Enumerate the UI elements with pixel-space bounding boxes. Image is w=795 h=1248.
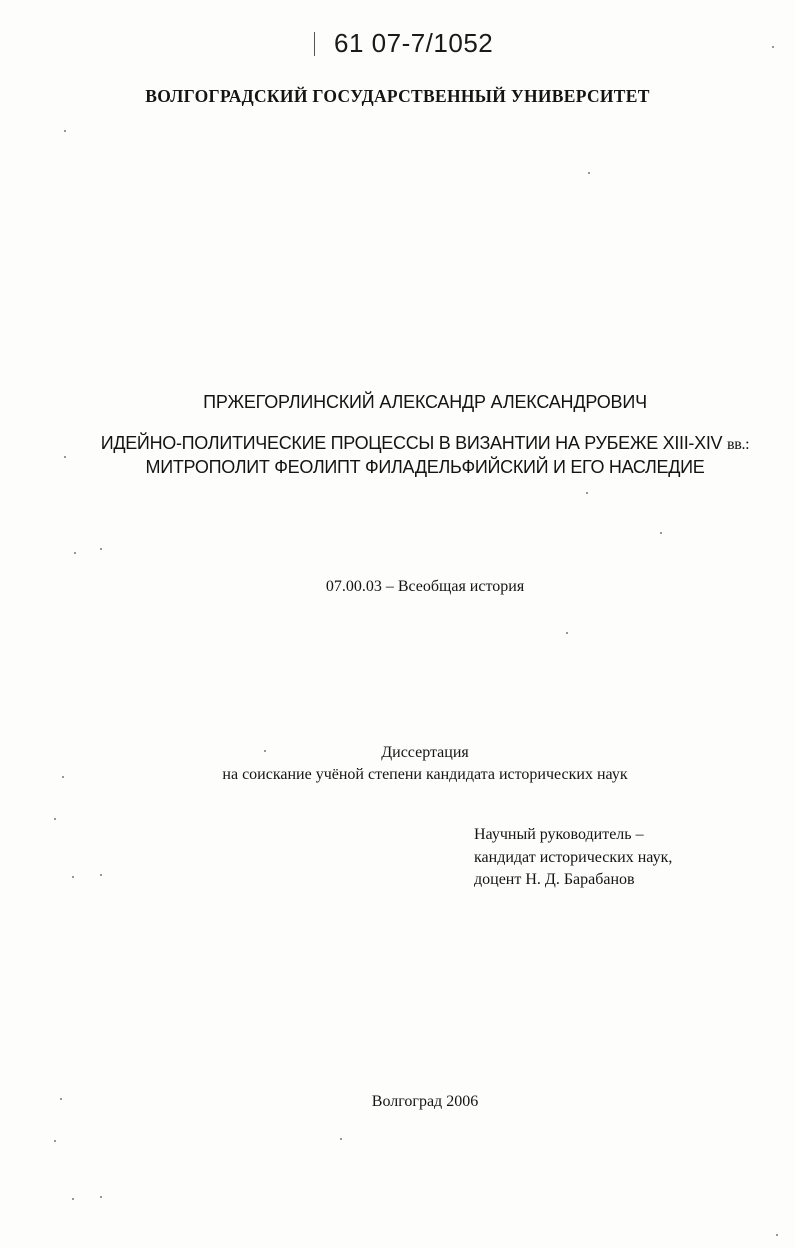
city-year: Волгоград 2006 [371,1093,479,1110]
scan-speck [54,818,56,820]
supervisor-role: Научный руководитель – [474,826,644,843]
title-line-1 [0,432,795,456]
author-name: ПРЖЕГОРЛИНСКИЙ АЛЕКСАНДР АЛЕКСАНДРОВИЧ [203,392,647,412]
scan-speck [62,776,64,778]
university-name: ВОЛГОГРАДСКИЙ ГОСУДАРСТВЕННЫЙ УНИВЕРСИТЕТ [145,86,650,106]
scan-speck [60,1098,62,1100]
title-line-2: МИТРОПОЛИТ ФЕОЛИПТ ФИЛАДЕЛЬФИЙСКИЙ И ЕГО НАСЛЕДИЕ [145,457,705,477]
degree-statement: на соискание учёной степени кандидата исторических наук [222,766,628,783]
supervisor-block [474,824,672,892]
scan-speck [566,632,568,634]
dissertation-title [0,432,795,479]
title-line-1-text: ИДЕЙНО-ПОЛИТИЧЕСКИЕ ПРОЦЕССЫ В ВИЗАНТИИ НА РУБЕЖЕ XIII-XIV [100,433,723,453]
specialty-code: 07.00.03 – Всеобщая история [325,578,525,595]
scan-speck [100,1196,102,1198]
scan-speck [72,1198,74,1200]
supervisor-name: доцент Н. Д. Барабанов [474,871,635,888]
title-line-1-suffix: вв.: [726,436,750,453]
scan-speck [264,750,266,752]
scan-speck [340,1138,342,1140]
scan-speck [54,1140,56,1142]
scan-speck [776,1234,778,1236]
scan-speck [64,130,66,132]
scan-speck [100,548,102,550]
dissertation-type [0,742,795,786]
scan-speck [772,46,774,48]
stamp-divider [314,32,315,56]
dissertation-label: Диссертация [381,744,469,761]
scan-speck [74,552,76,554]
scan-speck [588,172,590,174]
scan-speck [72,876,74,878]
scan-speck [100,874,102,876]
scan-speck [586,492,588,494]
scan-speck [64,456,66,458]
scan-speck [660,532,662,534]
library-stamp-number: 61 07-7/1052 [334,28,494,58]
supervisor-degree: кандидат исторических наук, [474,848,673,866]
